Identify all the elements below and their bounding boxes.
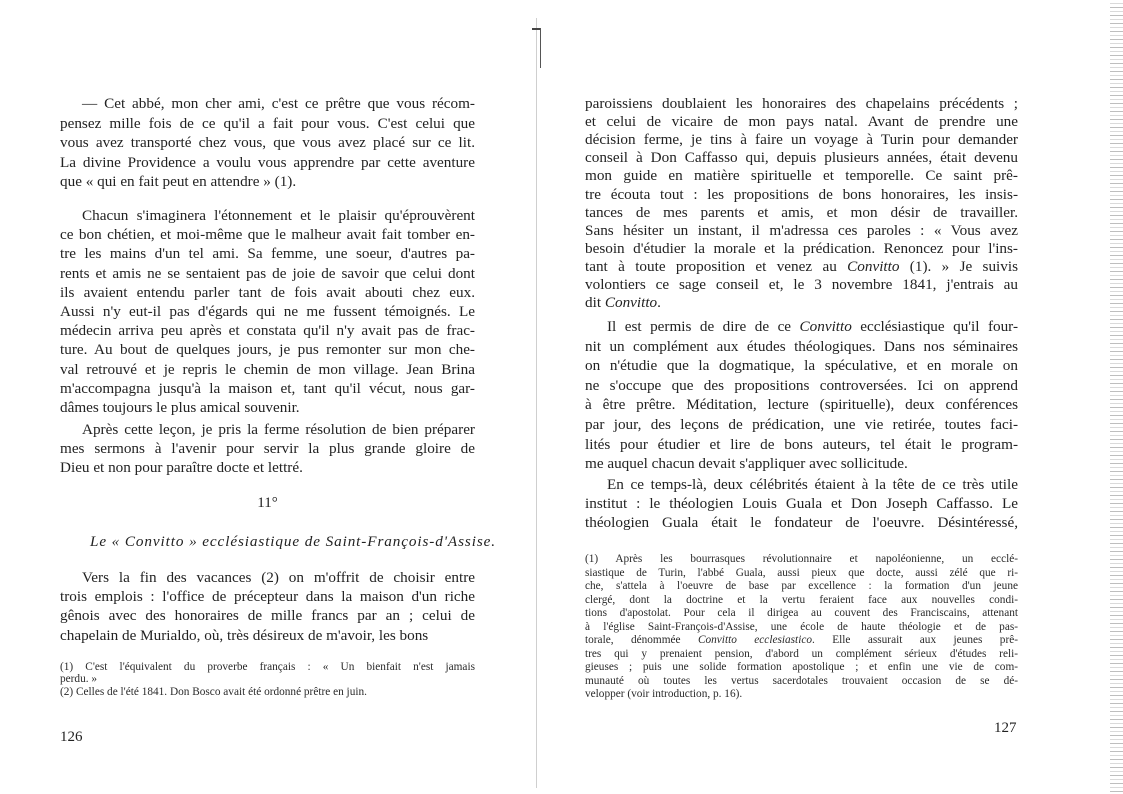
text-line: médecin arriva peu après et constata qu'il n'y avait pas de frac- [60,322,475,340]
text-line: ne s'occupe que des propositions controversées. Ici on apprend [585,376,1018,394]
text-line: Dieu et non pour paraître docte et lettré. [60,459,303,477]
italic-text: Convitto [847,257,900,275]
text-segment: . Elle assurait aux jeunes prê- [812,634,1018,646]
footnote-line: (2) Celles de l'été 1841. Don Bosco avait été ordonné prêtre en juin. [60,686,367,698]
footnote-line: perdu. » [60,672,98,685]
footnote-line: velopper (voir introduction, p. 16). [585,688,743,700]
text-line: que « qui en fait peut en attendre » (1). [60,173,297,190]
italic-text: Convitto [799,318,852,335]
text-line: conseil à Don Caffasso qui, depuis plusieurs années, était devenu [585,149,1018,167]
footnote-line: tions d'apostolat. Pour cela il dirigea au couvent des Franciscains, attenant [585,607,1018,619]
text-segment: Il est permis de dire de ce [607,318,800,335]
text-line: tre écouta tout : les propositions de bons honoraires, les insis- [585,185,1018,203]
footnote-line [585,635,1018,646]
footnote-line: (1) C'est l'équivalent du proverbe français : « Un bienfait n'est jamais [60,661,475,673]
italic-text: Convitto [604,294,658,312]
footnote-line: (1) Après les bourrasques révolutionnaire et napoléonienne, un ecclé- [585,553,1018,565]
text-line: nit un complément aux études théologiques. Dans nos séminaires [585,337,1018,355]
text-line: ils avaient entendu parler tant de fois avait abouti chez eux. [60,283,475,301]
text-line: me auquel chacun devait s'appliquer avec sollicitude. [585,455,908,473]
text-line [585,259,1018,274]
chapter-title: Le « Convitto » ecclésiastique de Saint-François-d'Assise. [90,533,496,550]
text-line: par jour, des leçons de prédication, une vie retirée, toutes faci- [585,416,1018,433]
page-number: 127 [994,720,1017,736]
text-line: tre les mains d'un tel ami. Sa femme, une soeur, d'autres pa- [60,245,475,263]
text-line: La divine Providence a voulu vous apprendre par cette aventure [60,153,475,171]
text-line [585,295,1018,310]
scan-mark [540,28,541,68]
text-line: institut : le théologien Louis Guala et Don Joseph Caffasso. Le [585,495,1018,513]
page-number: 126 [60,729,83,745]
chapter-number: 11° [257,495,278,511]
text-line: Aussi n'y eut-il pas d'égards qui ne me fussent témoignés. Le [60,303,475,320]
text-line: En ce temps-là, deux célébrités étaient à la tête de ce très utile [607,476,1018,493]
footnote-line: à l'église Saint-François-d'Assise, une école de haute théologie et de pas- [585,620,1018,633]
text-segment: tant à toute proposition et venez au [585,257,848,275]
text-line: vous avez transporté chez vous, que vous avez placé sur ce lit. [60,134,475,151]
footnote-line: clergé, dont la doctrine et la vertu feraient face aux nouvelles condi- [585,593,1018,606]
book-gutter [536,18,537,788]
text-line: rents et amis ne se sentaient pas de joie de savoir que celui dont [60,264,475,282]
text-line: volontiers ce sage conseil et, le 3 novembre 1841, j'entrais au [585,276,1018,293]
text-line: Vers la fin des vacances (2) on m'offrit de choisir entre [82,569,475,586]
text-line: dâmes toujours le plus amical souvenir. [60,399,300,416]
text-segment: torale, dénommée [585,634,698,646]
text-segment: ecclésiastique qu'il four- [851,318,1018,335]
text-line: lités pour étudier et lire de bons auteurs, tel était le program- [585,435,1018,453]
text-line: — Cet abbé, mon cher ami, c'est ce prêtre que vous récom- [82,95,475,112]
text-segment: dit [585,294,605,312]
text-line: m'accompagna jusqu'à la maison et, tant qu'il vécut, nous gar- [60,379,475,397]
text-line: ture. Au bout de quelques jours, je pus remonter sur mon che- [60,341,475,359]
text-line: on n'étudie que la dogmatique, la spéculative, et en morale on [585,357,1018,375]
footnote-line: munauté où toutes les vertus sacerdotales trouvaient occasion de se dé- [585,674,1018,687]
text-line: Sans hésiter un instant, il m'adressa ces paroles : « Vous avez [585,221,1018,239]
text-line: Chacun s'imaginera l'étonnement et le plaisir qu'éprouvèrent [82,207,475,224]
text-line: théologien Guala était le fondateur de l'oeuvre. Désintéressé, [585,514,1018,532]
italic-text: Convitto ecclesiastico [697,634,812,646]
text-line: gênois avec des honoraires de mille francs par an ; celui de [60,607,475,625]
text-line [585,319,1018,334]
text-segment: . [657,294,661,312]
text-line: décision ferme, je tins à faire un voyage à Turin pour demander [585,131,1018,149]
page-edge [1110,0,1123,794]
text-line: val retrouvé et je repris le chemin de mon village. Jean Brina [60,360,475,378]
text-line: paroissiens doublaient les honoraires des chapelains précédents ; [585,95,1018,112]
text-segment: (1). » Je suivis [899,257,1018,275]
text-line: Après cette leçon, je pris la ferme résolution de bien préparer [82,421,475,438]
text-line: tances de mes parents et amis, et mon désir de travailler. [585,203,1018,221]
text-line: mon guide en matière spirituelle et temporelle. Ce saint prê- [585,167,1018,185]
footnote-line: gieuses ; puis une solide formation apostolique ; et enfin une vie de com- [585,661,1018,673]
text-line: mes sermons à l'avenir pour servir la plus grande gloire de [60,440,475,458]
text-line: trois emplois : l'office de précepteur dans la maison d'un riche [60,588,475,606]
text-line: à être prêtre. Méditation, lecture (spirituelle), deux conférences [585,396,1018,414]
text-line: chapelain de Murialdo, où, très désireux de m'avoir, les bons [60,626,429,644]
footnote-line: che, s'attela à l'oeuvre de base par excellence : la formation d'un jeune [585,580,1018,592]
footnote-line: tres qui y prenaient pension, d'abord un complément sérieux d'études reli- [585,647,1018,660]
text-line: et celui de vicaire de mon pays natal. Avant de prendre une [585,113,1018,131]
footnote-line: siastique de Turin, l'abbé Guala, aussi pieux que docte, aussi zélé que ri- [585,566,1018,579]
text-line: pensez mille fois de ce qu'il a fait pour vous. C'est celui que [60,114,475,132]
text-line: ce bon chétien, et moi-même que le malheur avait fait tomber en- [60,226,475,244]
text-line: besoin d'étudier la morale et la prédication. Renoncez pour l'ins- [585,239,1018,257]
